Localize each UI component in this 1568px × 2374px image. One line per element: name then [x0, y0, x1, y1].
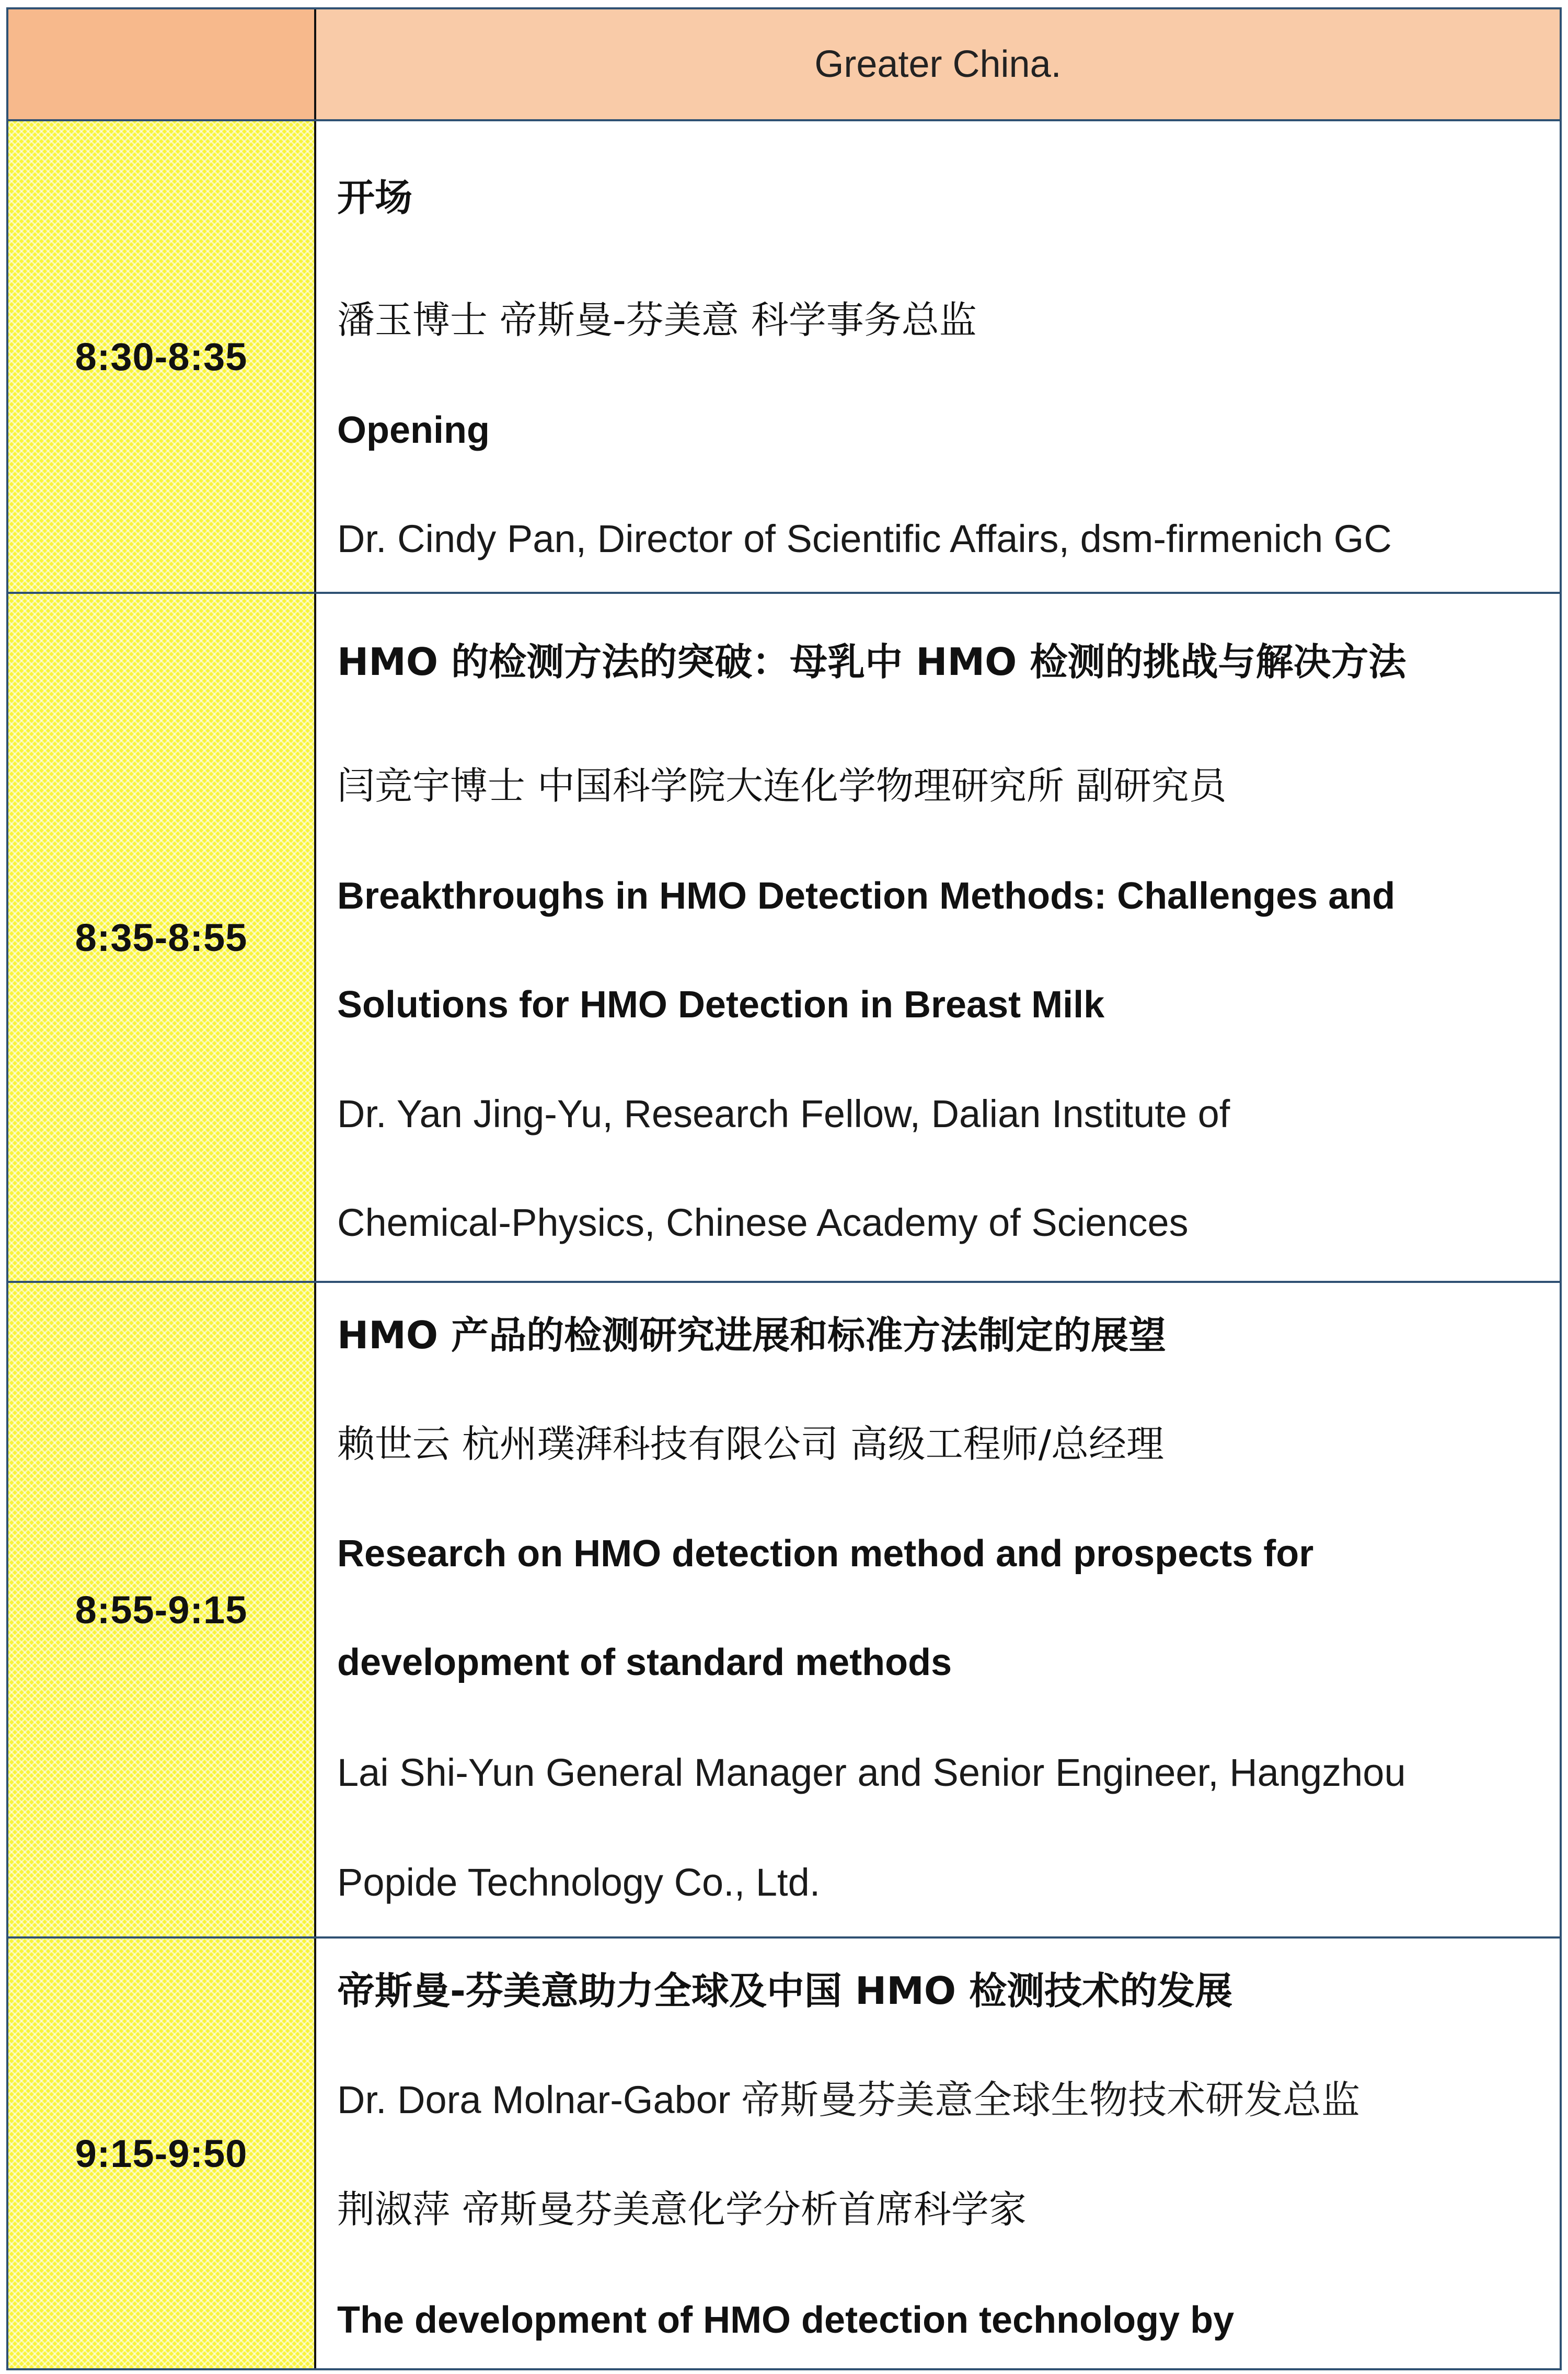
speaker-en-line2: Popide Technology Co., Ltd. [337, 1861, 821, 1904]
session-row-opening [8, 121, 1560, 592]
session-content [316, 594, 1560, 1281]
session-title-en-line1: Breakthroughs in HMO Detection Methods: Challenges and [337, 875, 1396, 917]
session-title-en-line2: Solutions for HMO Detection in Breast Milk [337, 984, 1105, 1026]
header-corner-cell [8, 9, 316, 119]
speaker-en-line1: Lai Shi-Yun General Manager and Senior Engineer, Hangzhou [337, 1751, 1406, 1794]
session-title-cn: 帝斯曼-芬美意助力全球及中国 HMO 检测技术的发展 [337, 1969, 1233, 2013]
session-time: 8:30-8:35 [75, 335, 248, 379]
speaker-en: Dr. Cindy Pan, Director of Scientific Affairs, dsm-firmenich GC [337, 517, 1392, 560]
session-row-hmo-product-detection [8, 1283, 1560, 1936]
session-title-en: Opening [337, 409, 490, 451]
speaker-cn: 潘玉博士 帝斯曼-芬美意 科学事务总监 [337, 298, 977, 342]
session-time: 8:55-9:15 [75, 1588, 248, 1632]
session-title-cn: HMO 产品的检测研究进展和标准方法制定的展望 [337, 1313, 1167, 1357]
session-row-hmo-detection-breakthroughs [8, 594, 1560, 1281]
session-title-cn: 开场 [337, 176, 413, 220]
time-cell [8, 1283, 316, 1936]
region-header: Greater China. [814, 43, 1062, 85]
session-time: 8:35-8:55 [75, 915, 248, 959]
speaker-en-line1: Dr. Yan Jing-Yu, Research Fellow, Dalian Institute of [337, 1092, 1230, 1136]
session-row-hmo-detection-technology [8, 1939, 1560, 2368]
session-content [316, 1283, 1560, 1936]
agenda-table [6, 7, 1562, 2370]
speaker-en-line2: Chemical-Physics, Chinese Academy of Sciences [337, 1201, 1189, 1244]
time-cell [8, 594, 316, 1281]
session-content [316, 1939, 1560, 2368]
session-title-cn: HMO 的检测方法的突破：母乳中 HMO 检测的挑战与解决方法 [337, 640, 1406, 684]
speaker-cn: 闫竞宇博士 中国科学院大连化学物理研究所 副研究员 [337, 764, 1227, 808]
speaker-2: 荆淑萍 帝斯曼芬美意化学分析首席科学家 [337, 2187, 1027, 2231]
session-content [316, 121, 1560, 592]
session-title-en-line1: The development of HMO detection technology by [337, 2299, 1235, 2341]
session-title-en-line1: Research on HMO detection method and prospects for [337, 1533, 1314, 1575]
speaker-cn: 赖世云 杭州璞湃科技有限公司 高级工程师/总经理 [337, 1422, 1165, 1466]
session-title-en-line2: development of standard methods [337, 1642, 952, 1683]
time-cell [8, 1939, 316, 2368]
table-header-row [8, 9, 1560, 119]
speaker-1: Dr. Dora Molnar-Gabor 帝斯曼芬美意全球生物技术研发总监 [337, 2078, 1361, 2121]
time-cell [8, 121, 316, 592]
session-time: 9:15-9:50 [75, 2131, 248, 2175]
